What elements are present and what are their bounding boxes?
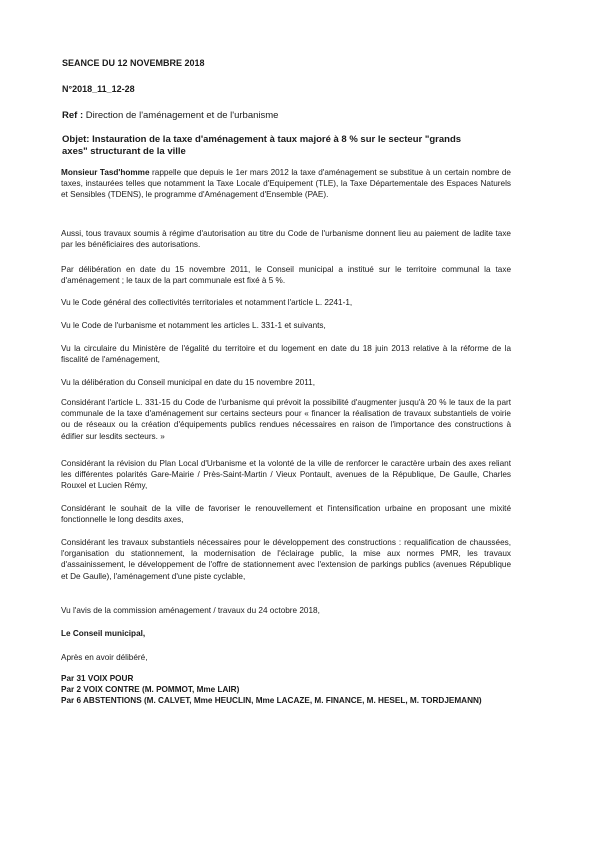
votes-abstentions: Par 6 ABSTENTIONS (M. CALVET, Mme HEUCLIN, Mme LACAZE, M. FINANCE, M. HESEL, M. TORDJEMANN) bbox=[61, 696, 482, 706]
paragraph-10: Considérant le souhait de la ville de favoriser le renouvellement et l'intensification urbaine en proposant une mixité fonctionnelle le long desdits axes, bbox=[61, 504, 511, 525]
paragraph-11: Considérant les travaux substantiels nécessaires pour le développement des constructions : requalification de chaussées, l'organisation du stationnement, la modernisation de l'éclairage public, la mise aux normes PMR, les travaux d'assainissement, le développement de l'offre de stationnement avec l'extension de parkings publics (avenues République et De Gaulle), l'aménagement d'une piste cyclable, bbox=[61, 538, 511, 581]
paragraph-8: Considérant l'article L. 331-15 du Code de l'urbanisme qui prévoit la possibilité d'augmenter jusqu'à 20 % le taux de la part communale de la taxe d'aménagement sur certains secteurs pour « financer la réalisation de travaux substantiels de voirie ou de réseaux ou la création d'équipements publics rendues nécessaires en raison de l'importance des constructions à édifier sur lesdits secteurs. » bbox=[61, 398, 511, 441]
reference-label: Ref : bbox=[62, 110, 84, 121]
votes-against: Par 2 VOIX CONTRE (M. POMMOT, Mme LAIR) bbox=[61, 685, 240, 695]
deliberation-number: N°2018_11_12-28 bbox=[62, 84, 135, 94]
reference-line bbox=[62, 110, 278, 121]
intro-text: rappelle que depuis le 1er mars 2012 la taxe d'aménagement se substitue à un certain nombre de taxes, instaurées telles que notamment la Taxe Locale d'Equipement (TLE), la Taxe Départementale des Espaces Naturels et Sensibles (TDENS), le programme d'Aménagement d'Ensemble (PAE). bbox=[61, 168, 511, 200]
paragraph-12: Vu l'avis de la commission aménagement / travaux du 24 octobre 2018, bbox=[61, 606, 320, 615]
session-date: SEANCE DU 12 NOVEMBRE 2018 bbox=[62, 58, 205, 68]
vote-results bbox=[61, 673, 511, 707]
council-heading: Le Conseil municipal, bbox=[61, 629, 146, 638]
votes-for: Par 31 VOIX POUR bbox=[61, 674, 134, 683]
paragraph-intro bbox=[61, 167, 511, 201]
paragraph-7: Vu la délibération du Conseil municipal en date du 15 novembre 2011, bbox=[61, 378, 315, 387]
subject-title: Objet: Instauration de la taxe d'aménagement à taux majoré à 8 % sur le secteur "grands axes" structurant de la ville bbox=[62, 134, 462, 157]
paragraph-6: Vu la circulaire du Ministère de l'égalité du territoire et du logement en date du 18 juin 2013 relative à la réforme de la fiscalité de l'aménagement, bbox=[61, 344, 511, 365]
paragraph-9: Considérant la révision du Plan Local d'Urbanisme et la volonté de la ville de renforcer le caractère urbain des axes reliant les différentes polarités Gare-Mairie / Près-Saint-Martin / Vieux Pontault, avenues de la République, De Gaulle, Charles Rouxel et Lucien Rémy, bbox=[61, 459, 511, 491]
speaker-name: Monsieur Tasd'homme bbox=[61, 168, 150, 177]
paragraph-5: Vu le Code de l'urbanisme et notamment les articles L. 331-1 et suivants, bbox=[61, 321, 326, 330]
paragraph-2: Aussi, tous travaux soumis à régime d'autorisation au titre du Code de l'urbanisme donnent lieu au paiement de ladite taxe par les bénéficiaires des autorisations. bbox=[61, 229, 511, 250]
reference-text: Direction de l'aménagement et de l'urbanisme bbox=[85, 110, 279, 121]
paragraph-4: Vu le Code général des collectivités territoriales et notamment l'article L. 2241-1, bbox=[61, 298, 353, 307]
paragraph-3: Par délibération en date du 15 novembre 2011, le Conseil municipal a institué sur le territoire communal la taxe d'aménagement ; le taux de la part communale est fixé à 5 %. bbox=[61, 265, 511, 286]
deliberated-line: Après en avoir délibéré, bbox=[61, 653, 148, 662]
